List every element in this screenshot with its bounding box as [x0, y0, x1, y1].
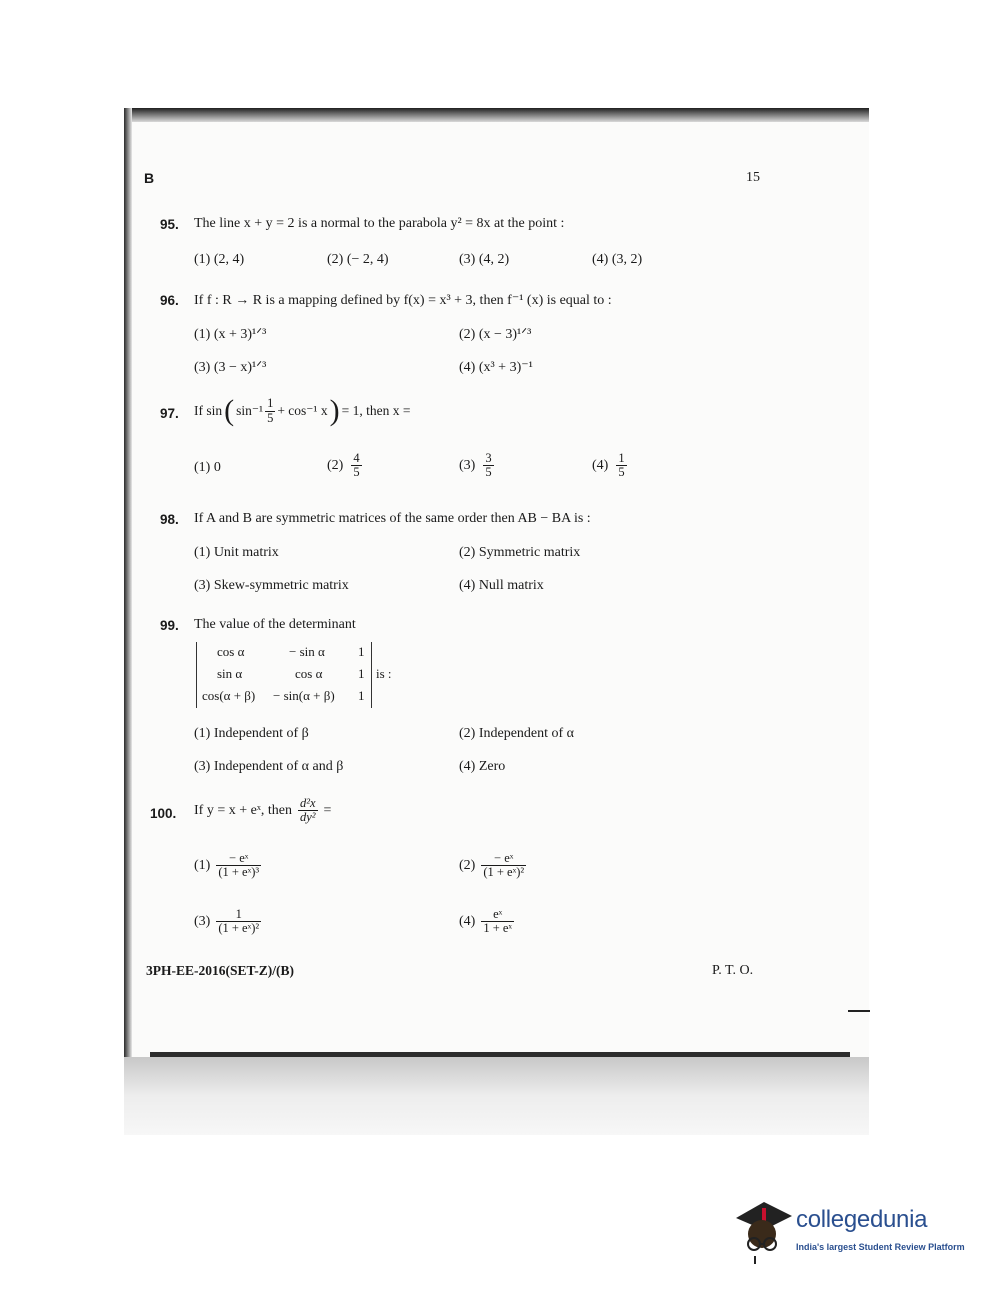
- question-number: 98.: [160, 512, 179, 527]
- scan-top-edge: [124, 108, 869, 122]
- option: (3) (3 − x)¹ᐟ³: [194, 360, 267, 375]
- frac-num: − eˣ: [481, 852, 526, 866]
- eq-prefix: If sin: [194, 403, 223, 418]
- option: [459, 852, 526, 879]
- frac-num: eˣ: [481, 908, 514, 922]
- option: [459, 908, 514, 935]
- option: (2) (− 2, 4): [327, 252, 389, 267]
- question-number: 99.: [160, 618, 179, 633]
- frac-den: 1 + eˣ: [483, 921, 513, 936]
- matrix-cell: sin α: [217, 666, 243, 681]
- option: (1) (x + 3)¹ᐟ³: [194, 327, 267, 342]
- question-equation: [194, 396, 410, 426]
- eq-middle: + cos⁻¹ x: [277, 403, 328, 418]
- option: (4) Zero: [459, 759, 506, 774]
- brand-name: collegedunia: [796, 1206, 928, 1233]
- question-number: 95.: [160, 217, 179, 232]
- option-label: (2): [327, 457, 344, 473]
- frac-den: (1 + eˣ)³: [218, 865, 260, 880]
- set-letter: B: [144, 170, 155, 186]
- page-number: 15: [746, 170, 760, 185]
- matrix-cell: − sin(α + β): [273, 688, 335, 703]
- eq-fraction: [265, 397, 275, 424]
- option-fraction: [483, 452, 493, 479]
- matrix-cell: 1: [358, 644, 365, 659]
- question-equation: [194, 797, 331, 824]
- matrix-cell: cos α: [217, 644, 245, 659]
- scan-bottom-shadow: [124, 1057, 869, 1135]
- option-fraction: [216, 908, 261, 935]
- option: (4) Null matrix: [459, 578, 544, 593]
- eq-prefix: If y = x + eˣ, then: [194, 802, 292, 818]
- option: [459, 452, 494, 479]
- paper-code: 3PH-EE-2016(SET-Z)/(B): [146, 963, 295, 978]
- option: [194, 852, 261, 879]
- option: (4) (3, 2): [592, 252, 643, 267]
- option-label: (2): [459, 857, 476, 873]
- question-text: If f : R → R is a mapping defined by f(x) = x³ + 3, then f⁻¹ (x) is equal to :: [194, 293, 612, 308]
- frac-den: (1 + eˣ)²: [218, 921, 260, 936]
- option-label: (3): [194, 913, 211, 929]
- matrix-cell: cos α: [295, 666, 323, 681]
- option-label: (3): [459, 457, 476, 473]
- determinant-suffix: is :: [376, 666, 392, 681]
- brand-tagline: India's largest Student Review Platform: [796, 1242, 965, 1252]
- option: [194, 908, 261, 935]
- determinant: [196, 642, 372, 708]
- frac-num: − eˣ: [216, 852, 261, 866]
- option: (1) Unit matrix: [194, 545, 279, 560]
- option-label: (4): [592, 457, 609, 473]
- eq-frac-den: 5: [267, 410, 274, 425]
- scan-edge-mark: [848, 1010, 870, 1012]
- eq-sin-inverse: sin⁻¹: [236, 403, 264, 418]
- frac-den: (1 + eˣ)²: [483, 865, 525, 880]
- frac-den: 5: [353, 465, 360, 480]
- option: (2) Independent of α: [459, 726, 575, 741]
- option: (3) (4, 2): [459, 252, 510, 267]
- frac-num: d²x: [299, 796, 316, 810]
- frac-den: dy²: [299, 810, 316, 825]
- eq-equals: =: [323, 802, 332, 818]
- scan-left-edge: [124, 108, 132, 1135]
- option: [327, 452, 362, 479]
- option: (1) 0: [194, 460, 221, 475]
- option: (1) (2, 4): [194, 252, 245, 267]
- paren-open: (: [224, 394, 235, 427]
- matrix-cell: − sin α: [289, 644, 325, 659]
- matrix-cell: 1: [358, 666, 365, 681]
- question-number: 97.: [160, 406, 179, 421]
- option: (2) Symmetric matrix: [459, 545, 581, 560]
- frac-num: 4: [353, 451, 360, 465]
- option-label: (1): [194, 857, 211, 873]
- scan-bottom-edge: [150, 1052, 850, 1057]
- matrix-cell: 1: [358, 688, 365, 703]
- frac-num: 1: [216, 908, 261, 922]
- option-label: (4): [459, 913, 476, 929]
- frac-den: 5: [618, 465, 625, 480]
- option-fraction: [481, 852, 526, 879]
- option-fraction: [616, 452, 626, 479]
- question-number: 96.: [160, 293, 179, 308]
- paren-close: ): [329, 394, 340, 427]
- pto-note: P. T. O.: [712, 963, 754, 978]
- option-fraction: [216, 852, 261, 879]
- option: [592, 452, 627, 479]
- option: (3) Independent of α and β: [194, 759, 344, 774]
- option: (3) Skew-symmetric matrix: [194, 578, 349, 593]
- option: (2) (x − 3)¹ᐟ³: [459, 327, 532, 342]
- frac-num: 3: [485, 451, 492, 465]
- frac-den: 5: [485, 465, 492, 480]
- option: (4) (x³ + 3)⁻¹: [459, 360, 533, 375]
- option-fraction: [351, 452, 361, 479]
- matrix-cell: cos(α + β): [202, 688, 256, 703]
- option-fraction: [481, 908, 514, 935]
- eq-frac-num: 1: [267, 396, 274, 411]
- eq-suffix: = 1, then x =: [341, 403, 411, 418]
- question-text: The line x + y = 2 is a normal to the parabola y² = 8x at the point :: [194, 216, 565, 231]
- eq-derivative: [298, 797, 318, 824]
- question-text: The value of the determinant: [194, 617, 356, 632]
- option: (1) Independent of β: [194, 726, 309, 741]
- frac-num: 1: [618, 451, 625, 465]
- question-text: If A and B are symmetric matrices of the same order then AB − BA is :: [194, 511, 591, 526]
- question-number: 100.: [150, 806, 177, 821]
